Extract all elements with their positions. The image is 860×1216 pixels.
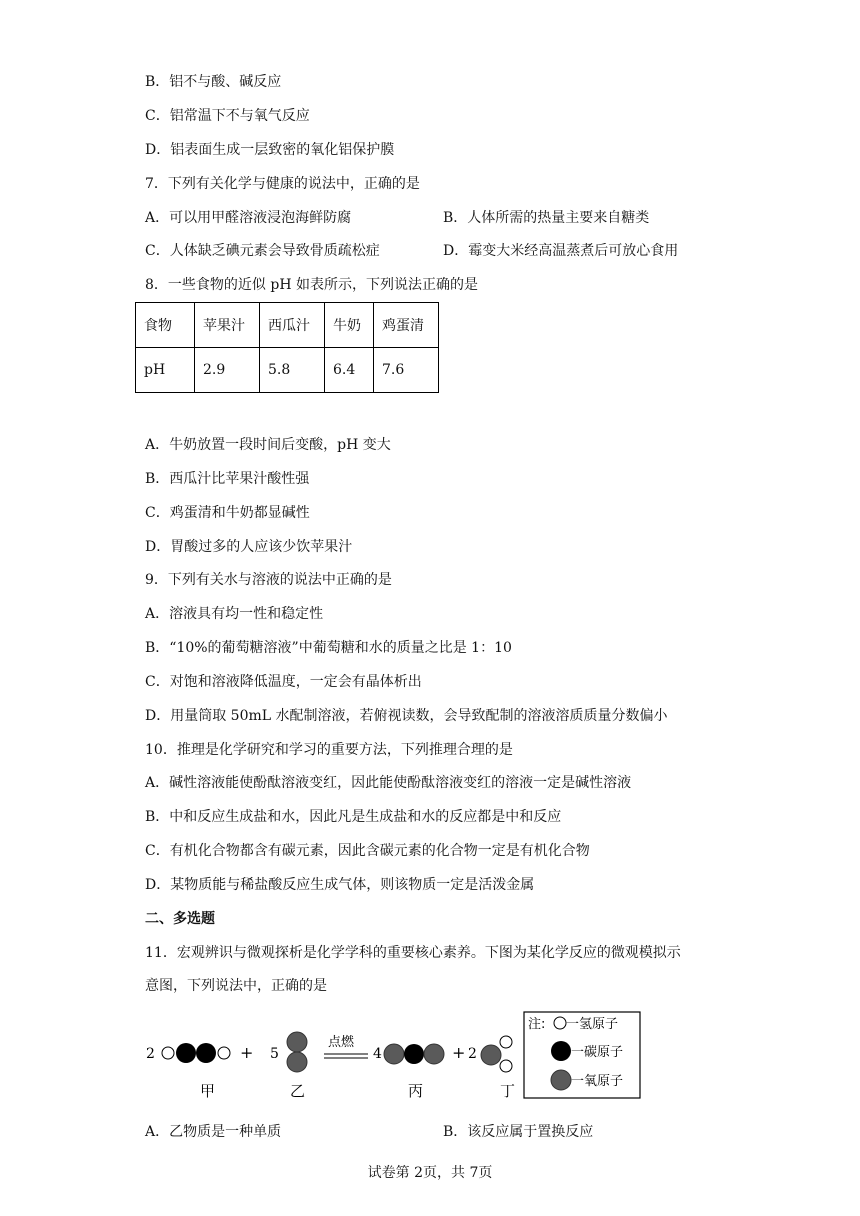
q10-option-d: D．某物质能与稀盐酸反应生成气体，则该物质一定是活泼金属 — [145, 877, 535, 893]
section-heading: 二、多选题 — [145, 911, 215, 927]
oxygen-atom — [287, 1032, 307, 1052]
q10-option-a: A．碱性溶液能使酚酞溶液变红，因此能使酚酞溶液变红的溶液一定是碱性溶液 — [145, 775, 632, 791]
table-cell: 7.6 — [374, 348, 439, 393]
q7-option-d: D．霉变大米经高温蒸煮后可放心食用 — [443, 243, 679, 259]
coefficient-bing: 4 — [373, 1046, 382, 1062]
plus-sign: + — [240, 1043, 254, 1062]
oxygen-atom — [424, 1044, 444, 1064]
oxygen-atom — [287, 1052, 307, 1072]
q11-stem-line2: 意图，下列说法中，正确的是 — [145, 978, 327, 994]
hydrogen-atom — [218, 1047, 230, 1059]
legend-oxygen-icon — [551, 1070, 571, 1090]
q7-option-a: A．可以用甲醛溶液浸泡海鲜防腐 — [145, 210, 352, 226]
legend-carbon-icon — [551, 1041, 571, 1061]
table-cell: 5.8 — [260, 348, 325, 393]
q8-option-b: B．西瓜汁比苹果汁酸性强 — [145, 471, 310, 487]
q6-option-b: B．铝不与酸、碱反应 — [145, 74, 282, 90]
q7-option-c: C．人体缺乏碘元素会导致骨质疏松症 — [145, 243, 380, 259]
plus-sign: + — [452, 1043, 466, 1062]
label-yi: 乙 — [290, 1082, 306, 1100]
hydrogen-atom — [500, 1036, 512, 1048]
legend-hydrogen-icon — [554, 1017, 566, 1029]
reaction-condition: 点燃 — [328, 1035, 355, 1050]
label-bing: 丙 — [408, 1082, 424, 1100]
oxygen-atom — [384, 1044, 404, 1064]
legend-note: 注: — [528, 1017, 546, 1032]
ph-table — [135, 302, 439, 393]
q8-option-d: D．胃酸过多的人应该少饮苹果汁 — [145, 539, 353, 555]
table-cell: 食物 — [136, 303, 195, 348]
q9-option-b: B．“10%的葡萄糖溶液”中葡萄糖和水的质量之比是 1：10 — [145, 640, 512, 656]
q8-option-a: A．牛奶放置一段时间后变酸，pH 变大 — [145, 437, 391, 453]
q10-option-b: B．中和反应生成盐和水，因此凡是生成盐和水的反应都是中和反应 — [145, 809, 562, 825]
coefficient-jia: 2 — [146, 1046, 155, 1062]
q9-option-c: C．对饱和溶液降低温度，一定会有晶体析出 — [145, 674, 422, 690]
table-cell: 牛奶 — [325, 303, 374, 348]
q6-option-d: D．铝表面生成一层致密的氧化铝保护膜 — [145, 142, 395, 158]
label-ding: 丁 — [500, 1082, 516, 1100]
coefficient-ding: 2 — [468, 1046, 477, 1062]
oxygen-atom — [481, 1045, 501, 1065]
table-cell: 6.4 — [325, 348, 374, 393]
q9-option-d: D．用量筒取 50mL 水配制溶液，若俯视读数，会导致配制的溶液溶质质量分数偏小 — [145, 708, 668, 724]
q11-option-b: B．该反应属于置换反应 — [443, 1124, 594, 1140]
page-footer: 试卷第 2页，共 7页 — [367, 1165, 493, 1181]
carbon-atom — [404, 1044, 424, 1064]
q7-option-b: B．人体所需的热量主要来自糖类 — [443, 210, 650, 226]
q7-stem: 7．下列有关化学与健康的说法中，正确的是 — [145, 176, 420, 192]
carbon-atom — [196, 1043, 216, 1063]
q11-stem-line1: 11．宏观辨识与微观探析是化学学科的重要核心素养。下图为某化学反应的微观模拟示 — [145, 945, 681, 961]
table-cell: 苹果汁 — [195, 303, 260, 348]
hydrogen-atom — [500, 1060, 512, 1072]
q10-option-c: C．有机化合物都含有碳元素，因此含碳元素的化合物一定是有机化合物 — [145, 843, 590, 859]
carbon-atom — [176, 1043, 196, 1063]
q9-option-a: A．溶液具有均一性和稳定性 — [145, 606, 324, 622]
table-cell: 2.9 — [195, 348, 260, 393]
q8-stem: 8．一些食物的近似 pH 如表所示，下列说法正确的是 — [145, 277, 478, 293]
q10-stem: 10．推理是化学研究和学习的重要方法，下列推理合理的是 — [145, 742, 513, 758]
table-row — [136, 303, 439, 348]
label-jia: 甲 — [200, 1082, 216, 1100]
q9-stem: 9．下列有关水与溶液的说法中正确的是 — [145, 572, 392, 588]
table-row — [136, 348, 439, 393]
legend-oxygen-label: 一氧原子 — [571, 1074, 624, 1089]
q8-option-c: C．鸡蛋清和牛奶都显碱性 — [145, 505, 310, 521]
table-cell: 鸡蛋清 — [374, 303, 439, 348]
legend-carbon-label: 一碳原子 — [571, 1045, 624, 1060]
hydrogen-atom — [162, 1047, 174, 1059]
q11-option-a: A．乙物质是一种单质 — [145, 1124, 282, 1140]
table-cell: 西瓜汁 — [260, 303, 325, 348]
legend-hydrogen-label: 一氢原子 — [566, 1017, 619, 1032]
table-cell: pH — [136, 348, 195, 393]
q6-option-c: C．铝常温下不与氧气反应 — [145, 108, 310, 124]
reaction-diagram — [130, 1010, 650, 1105]
coefficient-yi: 5 — [270, 1046, 279, 1062]
